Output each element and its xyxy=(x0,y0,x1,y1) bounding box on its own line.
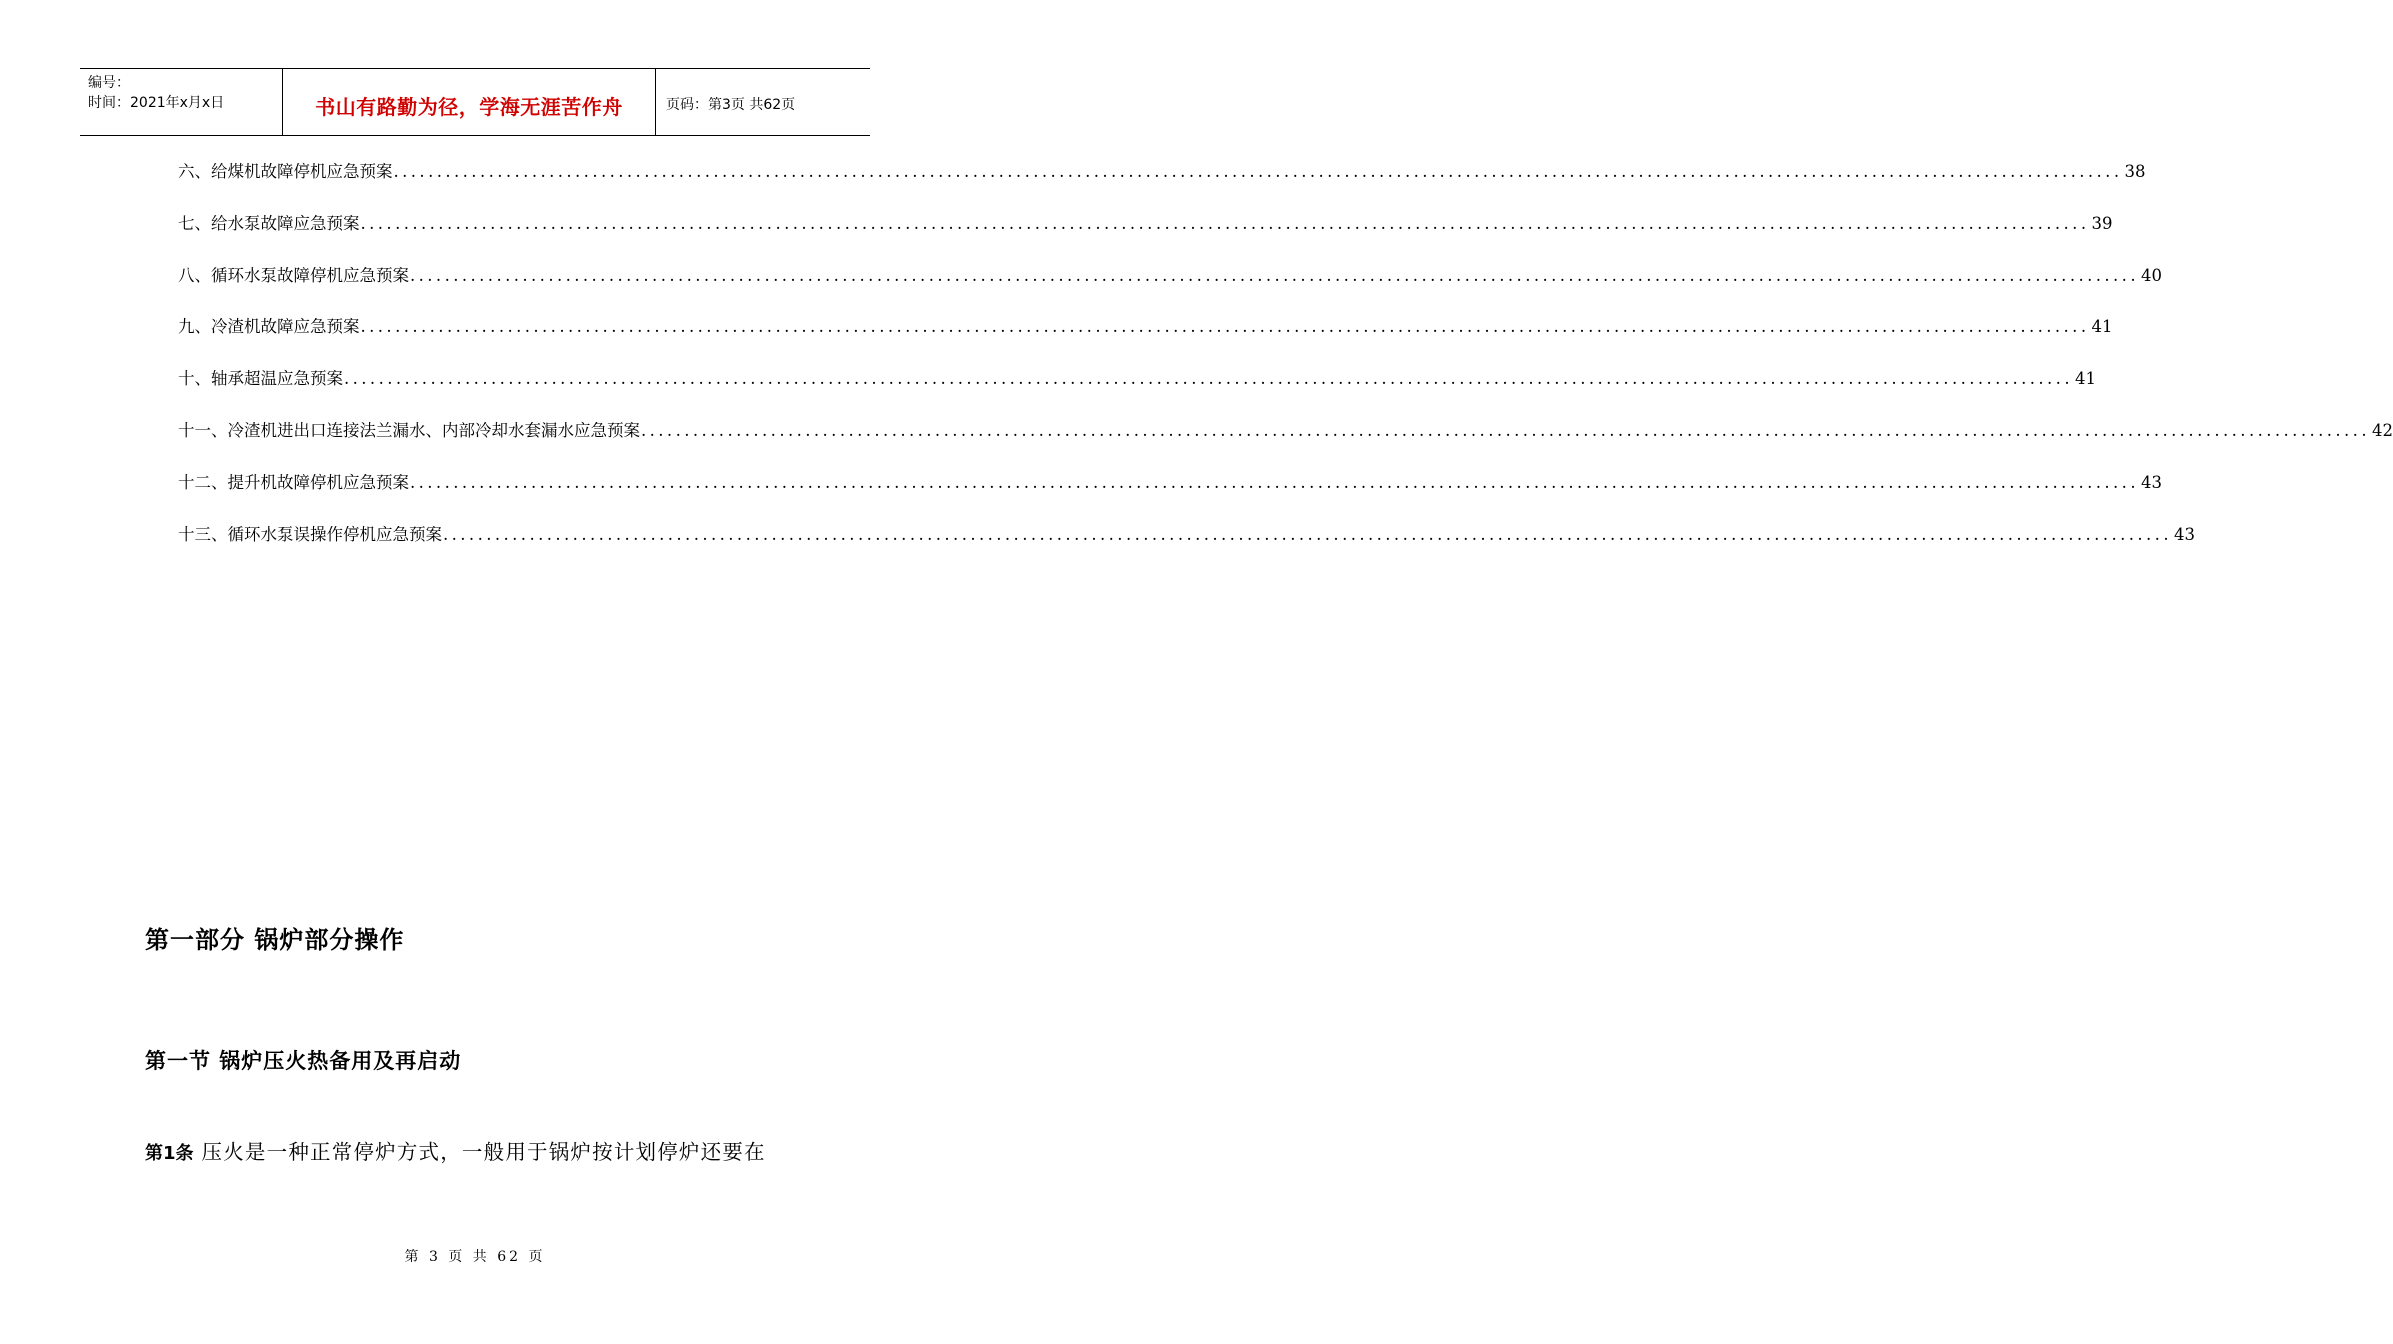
toc-item-page: 42 xyxy=(2371,420,2393,440)
toc-item[interactable] xyxy=(178,366,2096,418)
toc-item-title: 十三、循环水泵误操作停机应急预案 xyxy=(178,524,442,544)
date-label: 时间：2021年x月x日 xyxy=(88,95,225,111)
page-info-text: 页码：第3页 共62页 xyxy=(666,97,796,113)
toc-item-title: 八、循环水泵故障停机应急预案 xyxy=(178,265,409,285)
toc-item[interactable] xyxy=(178,418,2393,470)
table-of-contents xyxy=(178,159,2393,573)
toc-item-page: 40 xyxy=(2140,265,2162,285)
toc-item-title: 十二、提升机故障停机应急预案 xyxy=(178,472,409,492)
toc-leader-dots: ........................................................................................................................................................................................................ xyxy=(360,213,2090,233)
header-meta xyxy=(80,69,282,135)
toc-item[interactable] xyxy=(178,314,2113,366)
toc-leader-dots: ........................................................................................................................................................................................................ xyxy=(641,420,2370,440)
page-footer: 第 3 页 共 62 页 xyxy=(404,1249,546,1265)
toc-item[interactable] xyxy=(178,211,2113,263)
toc-item-page: 41 xyxy=(2074,369,2096,389)
toc-item-page: 38 xyxy=(2124,162,2146,181)
header-motto xyxy=(282,69,656,135)
toc-item-page: 41 xyxy=(2091,317,2113,337)
part-title: 第一部分 锅炉部分操作 xyxy=(145,926,405,954)
toc-item[interactable] xyxy=(178,263,2162,315)
doc-number-label: 编号： xyxy=(88,75,130,91)
article-text: 压火是一种正常停炉方式，一般用于锅炉按计划停炉还要在 xyxy=(201,1140,766,1164)
toc-item-title: 十、轴承超温应急预案 xyxy=(178,369,343,389)
toc-leader-dots: ........................................................................................................................................................................................................ xyxy=(410,472,2139,492)
toc-item-title: 七、给水泵故障应急预案 xyxy=(178,213,360,233)
toc-item[interactable] xyxy=(178,470,2162,522)
toc-leader-dots: ........................................................................................................................................................................................................ xyxy=(443,524,2172,544)
section-title: 第一节 锅炉压火热备用及再启动 xyxy=(145,1049,462,1073)
toc-leader-dots: ........................................................................................................................................................................................................ xyxy=(344,369,2073,389)
header-page-info xyxy=(656,69,870,135)
toc-item[interactable] xyxy=(178,159,2146,211)
toc-leader-dots: ........................................................................................................................................................................................................ xyxy=(393,162,2123,181)
article-paragraph xyxy=(145,1135,766,1165)
toc-item-title: 九、冷渣机故障应急预案 xyxy=(178,317,360,337)
toc-item-page: 39 xyxy=(2091,213,2113,233)
toc-item-page: 43 xyxy=(2140,472,2162,492)
toc-item-title: 六、给煤机故障停机应急预案 xyxy=(178,162,393,181)
toc-item-title: 十一、冷渣机进出口连接法兰漏水、内部冷却水套漏水应急预案 xyxy=(178,420,640,440)
toc-leader-dots: ........................................................................................................................................................................................................ xyxy=(360,317,2090,337)
toc-item-page: 43 xyxy=(2173,524,2195,544)
toc-item[interactable] xyxy=(178,522,2195,574)
toc-leader-dots: ........................................................................................................................................................................................................ xyxy=(410,265,2139,285)
page-header xyxy=(80,68,870,136)
motto-text: 书山有路勤为径，学海无涯苦作舟 xyxy=(315,94,623,119)
article-label: 第1条 xyxy=(145,1143,194,1164)
